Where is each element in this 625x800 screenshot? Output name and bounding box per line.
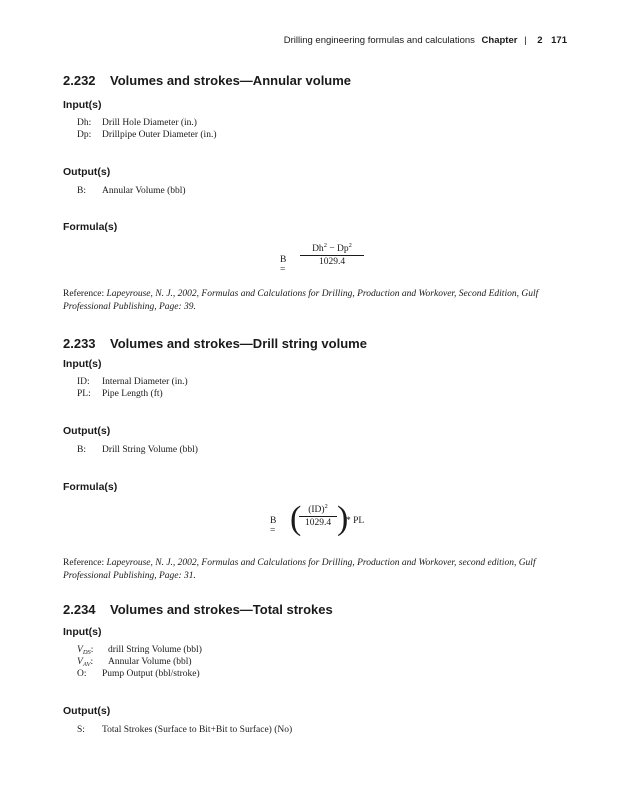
input-description: Pipe Length (ft): [102, 389, 163, 399]
section-title: Volumes and strokes—Annular volume: [110, 73, 352, 88]
input-description: drill String Volume (bbl): [108, 645, 202, 655]
output-row: [77, 186, 186, 196]
input-description: Pump Output (bbl/stroke): [102, 669, 200, 679]
inputs-heading: Input(s): [63, 358, 102, 370]
reference-2-233: Reference: Lapeyrouse, N. J., 2002, Formulas and Calculations for Drilling, Production and Workover, second edition, Gulf Professional Publishing, Page: 31.: [63, 558, 536, 581]
section-number: 2.232: [63, 73, 96, 88]
formula-numerator: $Dh^2 - Dp^2$: [300, 244, 364, 256]
inputs-heading: Input(s): [63, 99, 102, 111]
running-title: Drilling engineering formulas and calculations: [283, 35, 475, 46]
inputs-heading: Input(s): [63, 626, 102, 638]
input-symbol: O:: [77, 669, 87, 679]
input-symbol: $V_{DS}$:: [77, 645, 94, 656]
input-row: [77, 118, 197, 128]
chapter-label: Chapter: [481, 35, 518, 46]
section-title: Volumes and strokes—Drill string volume: [110, 336, 367, 351]
output-symbol: S:: [77, 725, 85, 735]
output-row: [77, 725, 292, 735]
formula-heading: Formula(s): [63, 221, 118, 233]
formula-fraction: [300, 244, 364, 267]
input-description: Drill Hole Diameter (in.): [102, 118, 197, 128]
output-symbol: B:: [77, 186, 86, 196]
formula-lhs: B =: [270, 516, 277, 536]
input-symbol: Dh:: [77, 118, 92, 128]
input-description: Drillpipe Outer Diameter (in.): [102, 130, 217, 140]
section-heading-2-232: [63, 73, 351, 88]
input-description: Internal Diameter (in.): [102, 377, 188, 387]
input-symbol: Dp:: [77, 130, 92, 140]
outputs-heading: Output(s): [63, 166, 111, 178]
chapter-number: 2: [537, 35, 543, 46]
running-header: [284, 35, 567, 46]
outputs-heading: Output(s): [63, 425, 111, 437]
output-description: Annular Volume (bbl): [102, 186, 186, 196]
section-heading-2-234: [63, 602, 333, 617]
formula-fraction: [299, 505, 337, 528]
reference-citation: Lapeyrouse, N. J., 2002, Formulas and Calculations for Drilling, Production and Workover, Second Edition, Gulf Professional Publishing, Page: 39.: [63, 289, 539, 312]
output-row: [77, 445, 198, 455]
reference-citation: Lapeyrouse, N. J., 2002, Formulas and Calculations for Drilling, Production and Workover, second edition, Gulf Professional Publishing, Page: 31.: [63, 558, 536, 581]
input-description: Annular Volume (bbl): [108, 657, 192, 667]
input-row: [77, 377, 188, 387]
input-symbol: PL:: [77, 389, 91, 399]
input-row: [77, 130, 217, 140]
formula-left-paren: (: [290, 500, 302, 537]
output-symbol: B:: [77, 445, 86, 455]
header-separator: |: [524, 35, 527, 46]
outputs-heading: Output(s): [63, 705, 111, 717]
formula-rhs: * PL: [346, 516, 365, 526]
formula-numerator: (ID)$^2$: [299, 505, 337, 517]
input-row: [77, 657, 192, 667]
formula-denominator: 1029.4: [318, 257, 346, 267]
input-symbol: ID:: [77, 377, 90, 387]
reference-2-232: Reference: Lapeyrouse, N. J., 2002, Formulas and Calculations for Drilling, Production and Workover, Second Edition, Gulf Professional Publishing, Page: 39.: [63, 289, 539, 312]
formula-denominator: 1029.4: [304, 518, 332, 528]
output-description: Total Strokes (Surface to Bit+Bit to Surface) (No): [102, 725, 293, 735]
input-row: [77, 645, 202, 655]
input-symbol: $V_{AV}$:: [77, 657, 94, 668]
page-number: 171: [551, 35, 567, 46]
section-heading-2-233: [63, 336, 367, 351]
input-row: [77, 669, 200, 679]
section-number: 2.234: [63, 602, 96, 617]
section-title: Volumes and strokes—Total strokes: [110, 602, 333, 617]
output-description: Drill String Volume (bbl): [102, 445, 198, 455]
formula-right-paren: ): [337, 500, 349, 537]
input-row: [77, 389, 163, 399]
formula-lhs: B =: [280, 255, 287, 275]
formula-heading: Formula(s): [63, 481, 118, 493]
section-number: 2.233: [63, 336, 96, 351]
